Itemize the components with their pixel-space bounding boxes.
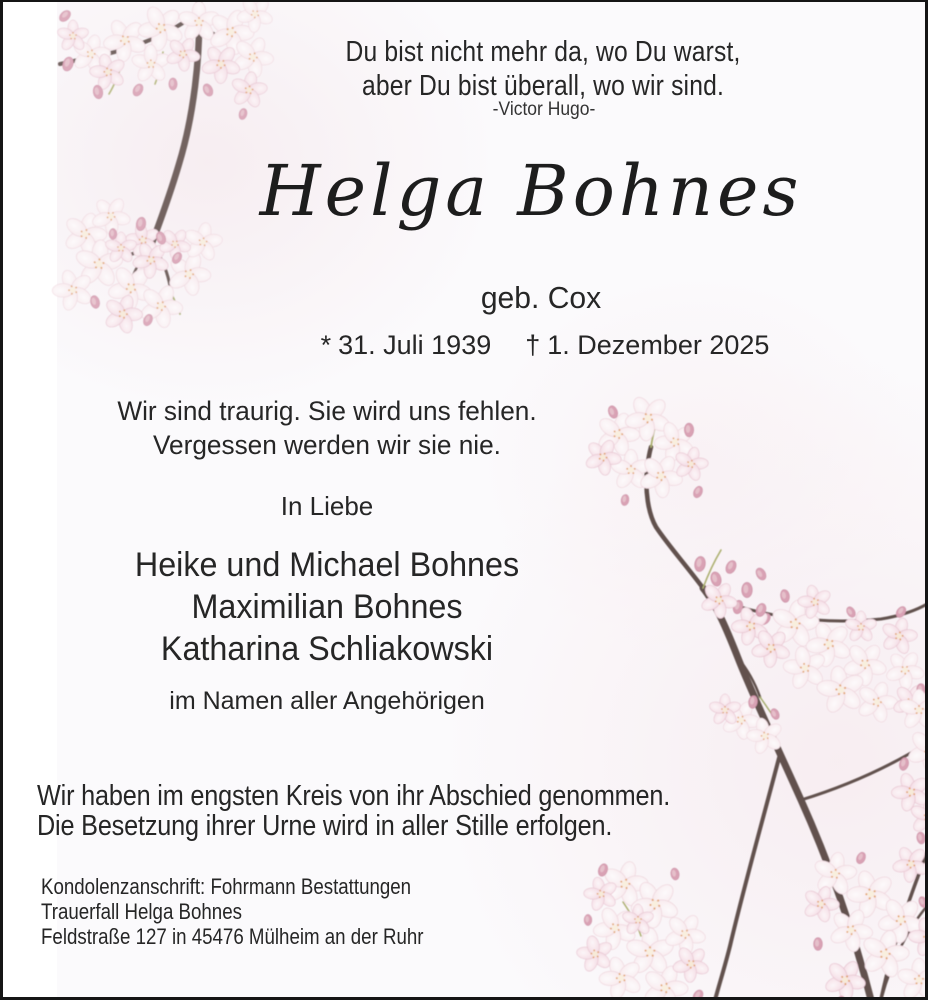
grief-line: Vergessen werden wir sie nie. — [153, 430, 501, 460]
death-symbol: † — [525, 330, 541, 360]
birth-date — [321, 330, 492, 360]
quote-line: Du bist nicht mehr da, wo Du warst, — [345, 36, 741, 68]
mourner-name: Maximilian Bohnes — [191, 588, 463, 626]
mourner-name: Katharina Schliakowski — [160, 630, 494, 668]
mourner-names — [135, 544, 519, 670]
grief-line: Wir sind traurig. Sie wird uns fehlen. — [117, 396, 537, 426]
grief-text — [117, 394, 536, 462]
maiden-name: geb. Cox — [480, 280, 602, 315]
memorial-quote — [345, 35, 740, 103]
mourner-name: Heike und Michael Bohnes — [134, 546, 520, 584]
on-behalf-note: im Namen aller Angehörigen — [169, 687, 485, 715]
closing-phrase: In Liebe — [280, 491, 374, 521]
birth-symbol: * — [320, 330, 332, 360]
death-date-text: 1. Dezember 2025 — [547, 330, 770, 360]
condolence-line: Kondolenzanschrift: Fohrmann Bestattungen — [41, 874, 412, 899]
quote-attribution: -Victor Hugo- — [492, 99, 596, 120]
farewell-line: Wir haben im engsten Kreis von ihr Abschied genommen. — [37, 780, 671, 812]
condolence-line: Feldstraße 127 in 45476 Mülheim an der Ruhr — [41, 924, 424, 949]
quote-line: aber Du bist überall, wo wir sind. — [361, 70, 724, 102]
life-dates — [321, 329, 770, 361]
farewell-line: Die Besetzung ihrer Urne wird in aller Stille erfolgen. — [37, 810, 613, 842]
birth-date-text: 31. Juli 1939 — [338, 330, 492, 360]
death-date — [525, 330, 769, 360]
condolence-address — [41, 874, 424, 949]
farewell-notice — [37, 781, 670, 841]
deceased-name: Helga Bohnes — [259, 150, 803, 232]
condolence-line: Trauerfall Helga Bohnes — [41, 899, 242, 924]
